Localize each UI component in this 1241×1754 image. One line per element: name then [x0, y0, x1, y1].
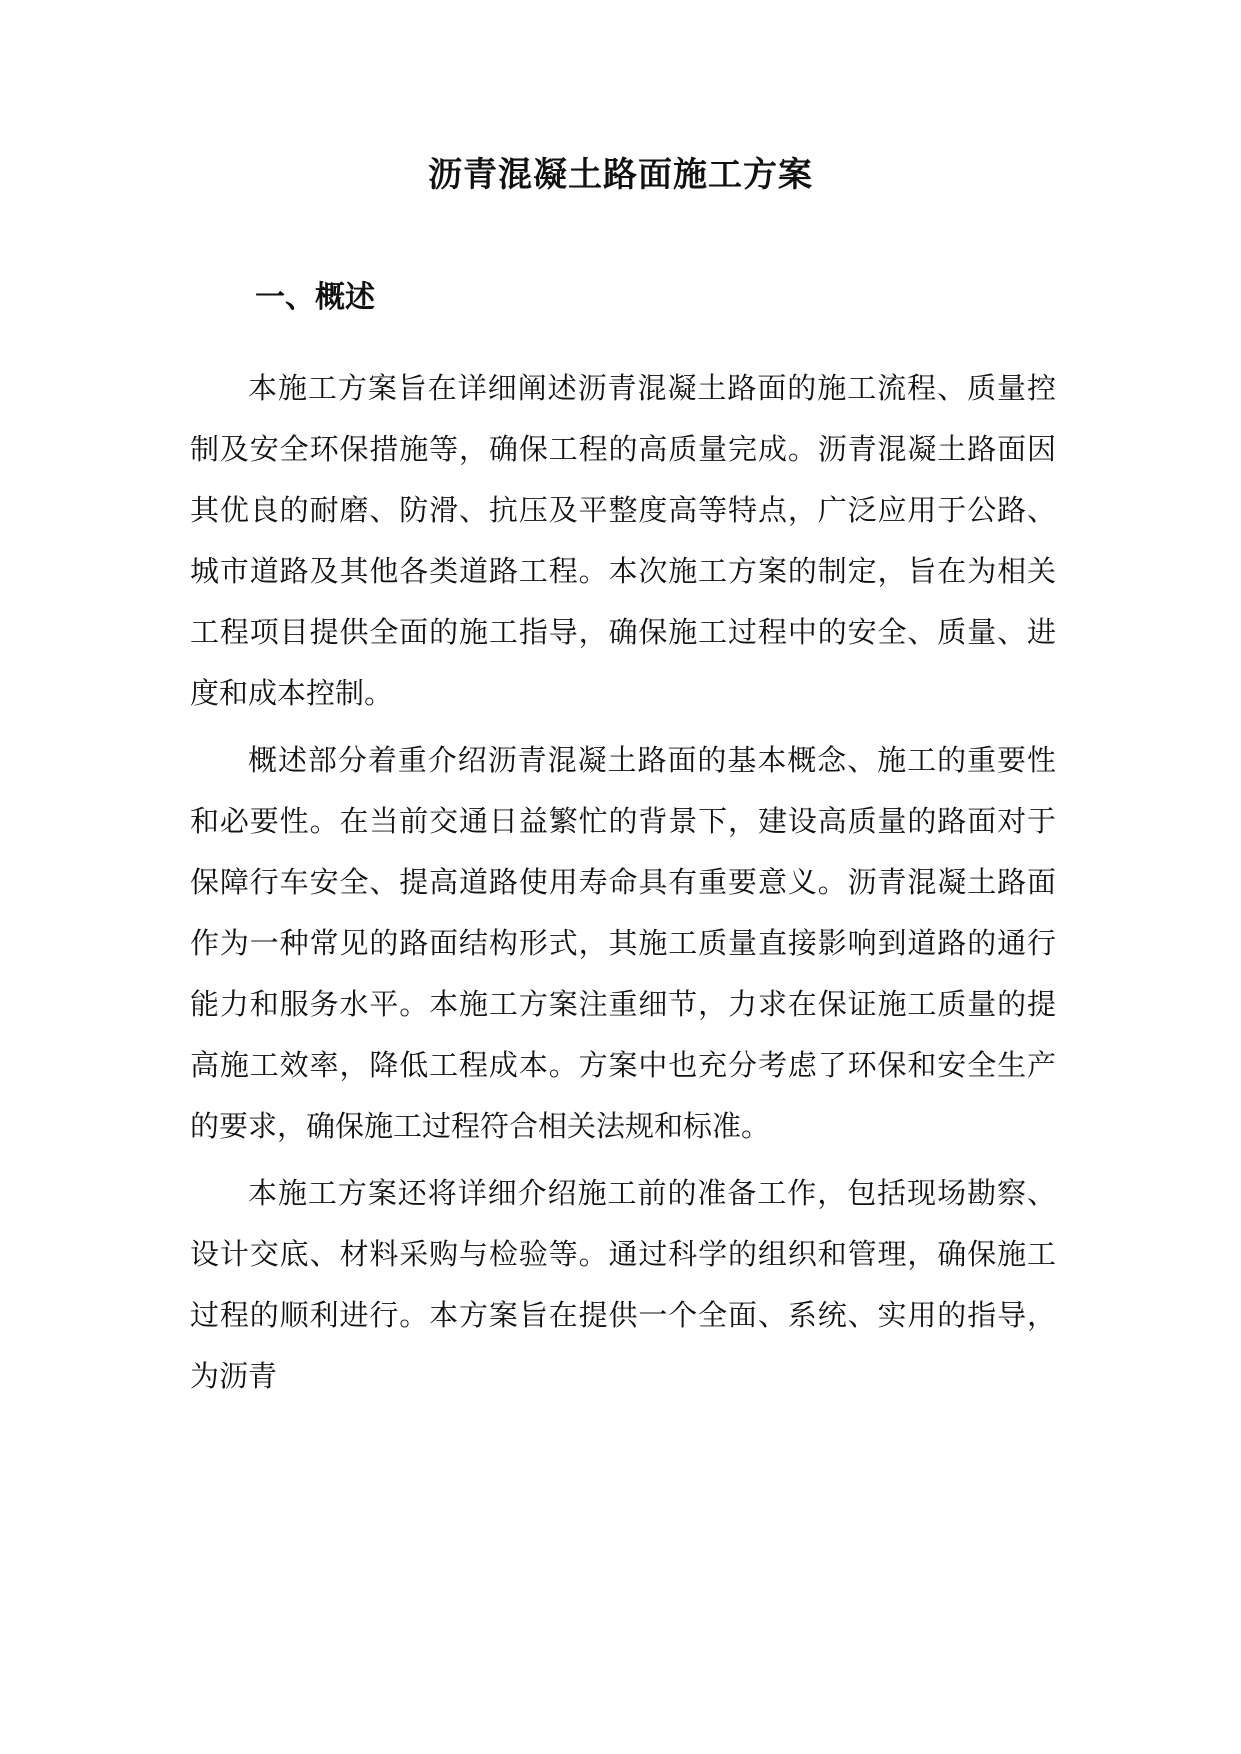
- document-title: 沥青混凝土路面施工方案: [428, 155, 813, 195]
- section-heading-overview: 一、概述: [255, 280, 375, 315]
- document-body: [190, 358, 1056, 1413]
- paragraph-2: 概述部分着重介绍沥青混凝土路面的基本概念、施工的重要性和必要性。在当前交通日益繁忙的背景下，建设高质量的路面对于保障行车安全、提高道路使用寿命具有重要意义。沥青混凝土路面作为一种常见的路面结构形式，其施工质量直接影响到道路的通行能力和服务水平。本施工方案注重细节，力求在保证施工质量的提高施工效率，降低工程成本。方案中也充分考虑了环保和安全生产的要求，确保施工过程符合相关法规和标准。: [190, 743, 1056, 1143]
- paragraph-3: 本施工方案还将详细介绍施工前的准备工作，包括现场勘察、设计交底、材料采购与检验等。通过科学的组织和管理，确保施工过程的顺利进行。本方案旨在提供一个全面、系统、实用的指导，为沥青: [190, 1176, 1056, 1393]
- paragraph-1: 本施工方案旨在详细阐述沥青混凝土路面的施工流程、质量控制及安全环保措施等，确保工程的高质量完成。沥青混凝土路面因其优良的耐磨、防滑、抗压及平整度高等特点，广泛应用于公路、城市道路及其他各类道路工程。本次施工方案的制定，旨在为相关工程项目提供全面的施工指导，确保施工过程中的安全、质量、进度和成本控制。: [190, 371, 1056, 710]
